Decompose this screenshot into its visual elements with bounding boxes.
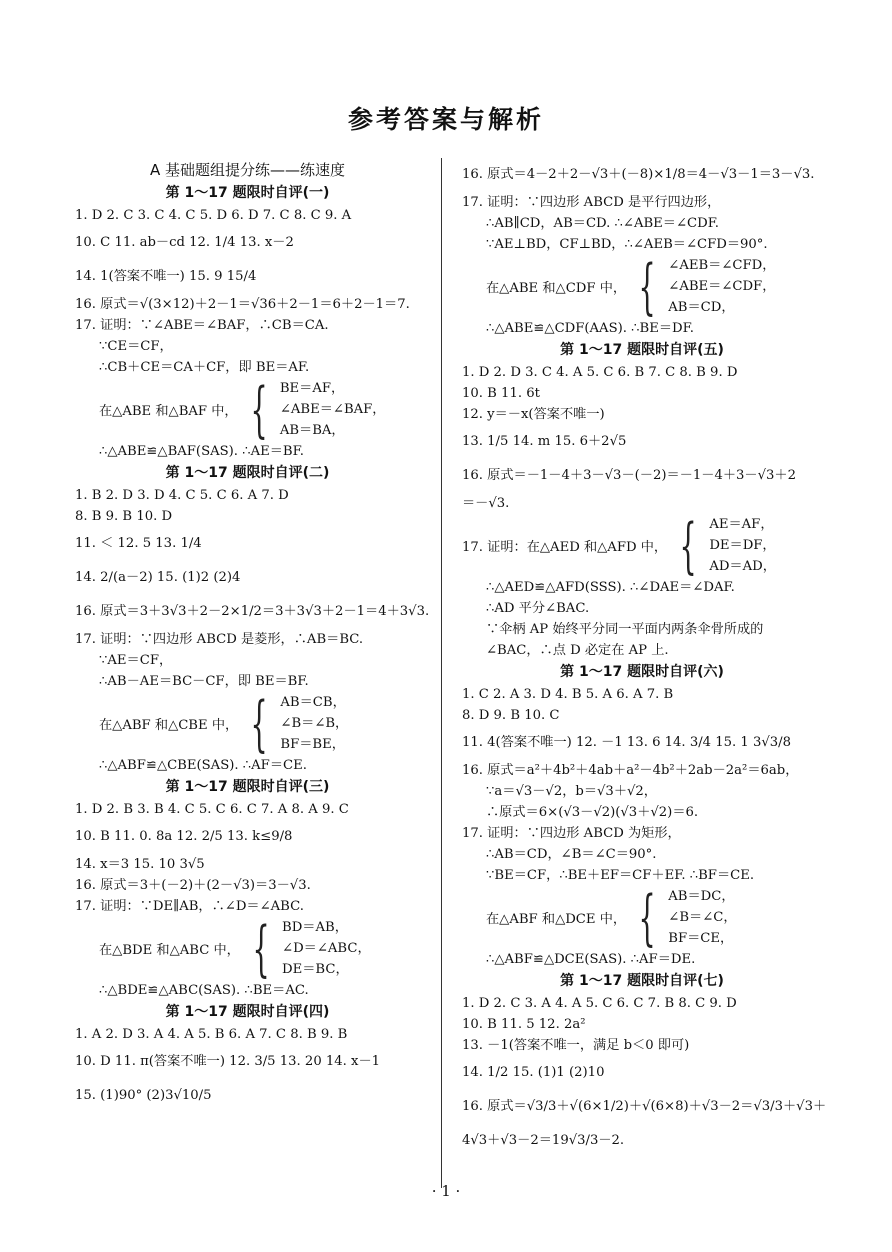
system-equation: BF＝CE， (668, 931, 734, 946)
answer-line: 16. 原式＝－1－4＋3－√3－(－2)＝－1－4＋3－√3＋2 (462, 468, 796, 483)
answer-line: 1. D 2. D 3. C 4. A 5. C 6. B 7. C 8. B 9. D (462, 365, 738, 380)
system-equations (280, 378, 386, 441)
answer-line: 16. 原式＝√3/3＋√(6×1/2)＋√(6×8)＋√3－2＝√3/3＋√3＋ (462, 1099, 827, 1114)
system-equations (709, 514, 776, 577)
system-equation: DE＝BC， (282, 962, 349, 977)
answer-line: 1. A 2. D 3. A 4. A 5. B 6. A 7. C 8. B 9. B (75, 1027, 348, 1042)
answer-line: 17. 证明：∵四边形 ABCD 是平行四边形， (462, 195, 721, 210)
system-equation: BF＝BE， (280, 737, 345, 752)
answer-line: ∴△BDE≌△ABC(SAS). ∴BE＝AC. (99, 983, 309, 998)
system-equation: AB＝CB， (280, 695, 346, 710)
answer-line: 14. x＝3 15. 10 3√5 (75, 857, 205, 872)
subsection-heading: 第 1～17 题限时自评(五) (560, 342, 724, 358)
answer-line: 15. (1)90° (2)3√10/5 (75, 1088, 212, 1103)
system-intro: 在△ABF 和△CBE 中， (99, 718, 239, 733)
equation-system (75, 688, 420, 759)
system-equation: AE＝AF， (709, 517, 774, 532)
answer-line: 1. D 2. B 3. B 4. C 5. C 6. C 7. A 8. A 9. C (75, 802, 349, 817)
answer-line: 1. B 2. D 3. D 4. C 5. C 6. A 7. D (75, 488, 289, 503)
system-equations (282, 917, 371, 980)
brace-symbol: { (638, 882, 656, 953)
system-equation: AB＝BA， (279, 423, 345, 438)
answer-line: ∴CB＋CE＝CA＋CF，即 BE＝AF. (99, 360, 310, 375)
answer-line: 11. ＜ 12. 5 13. 1/4 (75, 536, 202, 551)
answer-line: 10. B 11. 6t (462, 386, 540, 401)
system-intro: 17. 证明：在△AED 和△AFD 中， (462, 540, 668, 555)
subsection-heading: 第 1～17 题限时自评(四) (165, 1004, 330, 1020)
answer-line: 8. D 9. B 10. C (462, 708, 560, 723)
answer-line: 17. 证明：∵DE∥AB，∴∠D＝∠ABC. (75, 899, 304, 914)
equation-system (75, 374, 420, 445)
answer-line: 4√3＋√3－2＝19√3/3－2. (462, 1133, 625, 1148)
answer-line: ∴△ABF≌△CBE(SAS). ∴AF＝CE. (99, 758, 307, 773)
answer-line: 13. 1/5 14. m 15. 6＋2√5 (462, 434, 627, 449)
right-column (462, 158, 827, 1158)
answer-line: 12. y＝－x(答案不唯一) (462, 407, 605, 422)
system-equations (668, 255, 775, 318)
answer-line: ∵伞柄 AP 始终平分同一平面内两条伞骨所成的 (486, 622, 764, 637)
answer-line: 8. B 9. B 10. D (75, 509, 173, 524)
system-equation: BD＝AB， (282, 920, 348, 935)
system-equations (280, 692, 348, 755)
system-intro: 在△BDE 和△ABC 中， (99, 943, 240, 958)
answer-line: ∵a＝√3－√2，b＝√3＋√2， (486, 784, 657, 799)
system-equation: BE＝AF， (279, 381, 345, 396)
answer-line: 17. 证明：∵∠ABE＝∠BAF，∴CB＝CA. (75, 318, 329, 333)
system-equation: DE＝DF， (709, 538, 776, 553)
brace-symbol: { (679, 510, 697, 581)
brace-symbol: { (638, 251, 656, 322)
system-equation: ∠AEB＝∠CFD， (668, 258, 776, 273)
system-equation: ∠ABE＝∠CDF， (668, 279, 776, 294)
answer-line: ＝－√3. (462, 496, 510, 511)
system-equation: ∠D＝∠ABC， (282, 941, 371, 956)
answer-line: 14. 1(答案不唯一) 15. 9 15/4 (75, 269, 257, 284)
answer-line: 16. 原式＝√(3×12)＋2－1＝√36＋2－1＝6＋2－1＝7. (75, 297, 410, 312)
system-equation: AB＝CD， (668, 300, 735, 315)
answer-line: 1. C 2. A 3. D 4. B 5. A 6. A 7. B (462, 687, 674, 702)
system-intro: 在△ABE 和△BAF 中， (99, 404, 238, 419)
system-intro: 在△ABF 和△DCE 中， (486, 912, 627, 927)
answer-line: ∴△ABE≌△BAF(SAS). ∴AE＝BF. (99, 444, 304, 459)
answer-line: ∵CE＝CF， (99, 339, 173, 354)
answer-line: 16. 原式＝a²＋4b²＋4ab＋a²－4b²＋2ab－2a²＝6ab， (462, 763, 799, 778)
subsection-heading: 第 1～17 题限时自评(六) (560, 664, 724, 680)
page-title: 参考答案与解析 (347, 105, 544, 134)
page-number: · 1 · (431, 1182, 461, 1200)
answer-line: 10. C 11. ab－cd 12. 1/4 13. x－2 (75, 235, 294, 250)
answer-line: 14. 2/(a－2) 15. (1)2 (2)4 (75, 570, 241, 585)
answer-line: 16. 原式＝4－2＋2－√3＋(－8)×1/8＝4－√3－1＝3－√3. (462, 167, 815, 182)
answer-line: ∵BE＝CF，∴BE＋EF＝CF＋EF. ∴BF＝CE. (486, 868, 755, 883)
brace-symbol: { (250, 688, 268, 759)
system-equation: AD＝AD， (709, 559, 776, 574)
equation-system (462, 882, 822, 953)
answer-line: ∴AB＝CD，∠B＝∠C＝90°. (486, 847, 657, 862)
answer-line: 16. 原式＝3＋3√3＋2－2×1/2＝3＋3√3＋2－1＝4＋3√3. (75, 604, 430, 619)
subsection-heading: 第 1～17 题限时自评(三) (165, 779, 330, 795)
answer-line: 13. －1(答案不唯一，满足 b＜0 即可) (462, 1038, 690, 1053)
answer-line: ∵AE⊥BD，CF⊥BD，∴∠AEB＝∠CFD＝90°. (486, 237, 768, 252)
answer-line: 10. B 11. 5 12. 2a² (462, 1017, 586, 1032)
system-equation: ∠B＝∠B， (280, 716, 349, 731)
answer-line: ∴AB∥CD，AB＝CD. ∴∠ABE＝∠CDF. (486, 216, 719, 231)
equation-system (462, 510, 822, 581)
answer-line: 16. 原式＝3＋(－2)＋(2－√3)＝3－√3. (75, 878, 311, 893)
answer-line: ∵AE＝CF， (99, 653, 173, 668)
answer-line: ∴△ABF≌△DCE(SAS). ∴AF＝DE. (486, 952, 696, 967)
left-column (75, 158, 430, 1113)
answer-line: ∴AD 平分∠BAC. (486, 601, 590, 616)
answer-line: 17. 证明：∵四边形 ABCD 是菱形，∴AB＝BC. (75, 632, 364, 647)
answer-line: 10. B 11. 0. 8a 12. 2/5 13. k≤9/8 (75, 829, 293, 844)
answer-line: 17. 证明：∵四边形 ABCD 为矩形， (462, 826, 681, 841)
answer-line: 11. 4(答案不唯一) 12. －1 13. 6 14. 3/4 15. 1 3√3/8 (462, 735, 791, 750)
system-equation: AB＝DC， (668, 889, 735, 904)
equation-system (462, 251, 822, 322)
system-equations (668, 886, 736, 949)
answer-line: ∴△ABE≌△CDF(AAS). ∴BE＝DF. (486, 321, 694, 336)
answer-line: ∠BAC，∴点 D 必定在 AP 上. (486, 643, 669, 658)
column-divider (441, 158, 442, 1188)
brace-symbol: { (252, 913, 270, 984)
subsection-heading: 第 1～17 题限时自评(七) (560, 973, 724, 989)
subsection-heading: 第 1～17 题限时自评(二) (165, 465, 330, 481)
answer-line: 1. D 2. C 3. C 4. C 5. D 6. D 7. C 8. C 9. A (75, 208, 352, 223)
subsection-heading: 第 1～17 题限时自评(一) (165, 185, 330, 201)
equation-system (75, 913, 420, 984)
system-equation: ∠ABE＝∠BAF， (279, 402, 386, 417)
answer-line: ∴原式＝6×(√3－√2)(√3＋√2)＝6. (486, 805, 699, 820)
answer-line: ∴AB－AE＝BC－CF，即 BE＝BF. (99, 674, 309, 689)
answer-line: ∴△AED≌△AFD(SSS). ∴∠DAE＝∠DAF. (486, 580, 735, 595)
section-heading: A 基础题组提分练——练速度 (149, 161, 346, 179)
answer-line: 1. D 2. C 3. A 4. A 5. C 6. C 7. B 8. C 9. D (462, 996, 737, 1011)
system-equation: ∠B＝∠C， (668, 910, 737, 925)
brace-symbol: { (250, 374, 268, 445)
system-intro: 在△ABE 和△CDF 中， (486, 281, 627, 296)
answer-line: 14. 1/2 15. (1)1 (2)10 (462, 1065, 605, 1080)
answer-line: 10. D 11. π(答案不唯一) 12. 3/5 13. 20 14. x－1 (75, 1054, 381, 1069)
